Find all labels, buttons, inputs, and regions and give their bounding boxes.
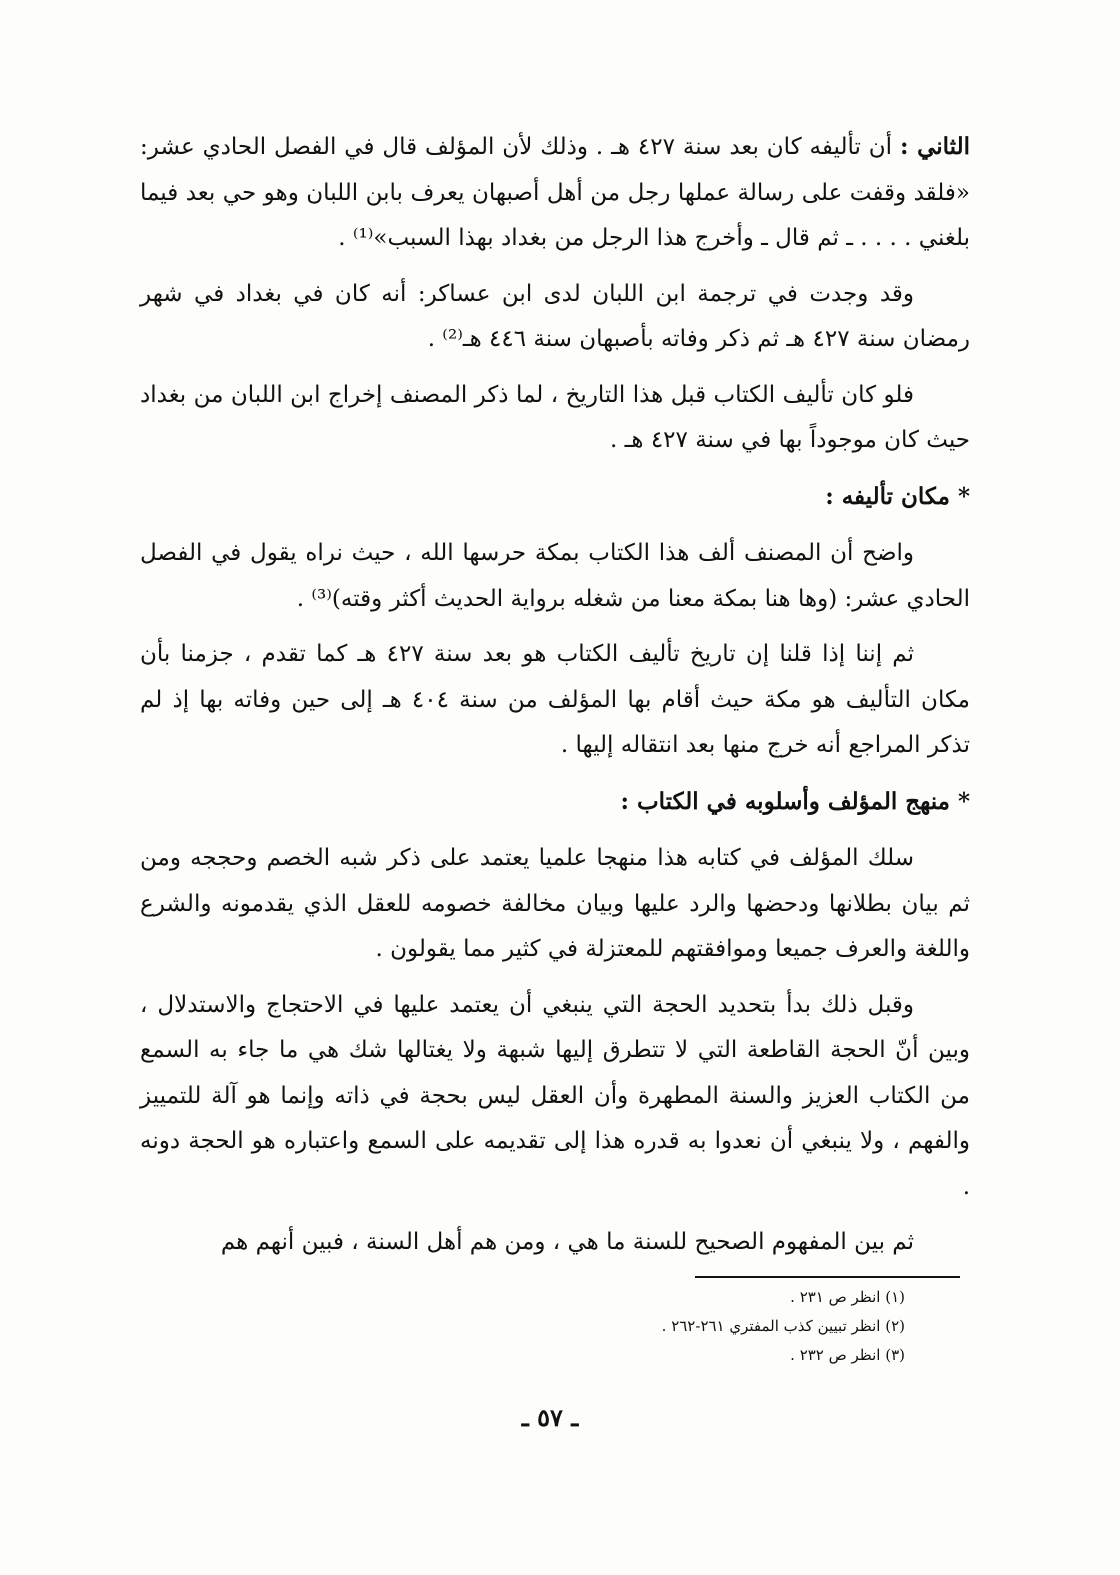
paragraph-2: وقد وجدت في ترجمة ابن اللبان لدى ابن عساكر: أنه كان في بغداد في شهر رمضان سنة ٤٢٧ هـ ثم ذكر وفاته بأصبهان سنة ٤٤٦ هـ⁽²⁾ . [140,280,970,352]
paragraph-7: وقبل ذلك بدأ بتحديد الحجة التي ينبغي أن يعتمد عليها في الاحتجاج والاستدلال ، وبين أنّ الحجة القاطعة التي لا تتطرق إليها شبهة ولا يغتالها شك هي ما جاء به السمع من الكتاب العزيز والسنة المطهرة وأن العقل ليس بحجة في ذاته وإنما هو آلة للتمييز والفهم ، ولا ينبغي أن نعدوا به قدره هذا إلى تقديمه على السمع واعتباره هو الحجة دونه . [140,991,970,1200]
paragraph-1 [140,124,970,262]
footnotes [485,1283,905,1370]
paragraph-8: ثم بين المفهوم الصحيح للسنة ما هي ، ومن هم أهل السنة ، فبين أنهم هم [220,1229,914,1255]
footnote-1: (١) انظر ص ٢٣١ . [790,1288,905,1306]
main-text [140,124,970,1276]
paragraph-1-text: أن تأليفه كان بعد سنة ٤٢٧ هـ . وذلك لأن المؤلف قال في الفصل الحادي عشر: «فلقد وقفت على رسالة عملها رجل من أهل أصبهان يعرف بابن اللبان وهو حي بعد فيما بلغني . . . . ـ ثم قال ـ وأخرج هذا الرجل من بغداد بهذا السبب»⁽¹⁾ . [140,134,970,251]
paragraph-4: واضح أن المصنف ألف هذا الكتاب بمكة حرسها الله ، حيث نراه يقول في الفصل الحادي عشر: (وها هنا بمكة معنا من شغله برواية الحديث أكثر وقته)⁽³⁾ . [140,540,970,612]
section-heading-method: * منهج المؤلف وأسلوبه في الكتاب : [620,787,970,815]
paragraph-5: ثم إننا إذا قلنا إن تاريخ تأليف الكتاب هو بعد سنة ٤٢٧ هـ كما تقدم ، جزمنا بأن مكان التأليف هو مكة حيث أقام بها المؤلف من سنة ٤٠٤ هـ إلى حين وفاته بها إذ لم تذكر المراجع أنه خرج منها بعد انتقاله إليها . [140,641,970,758]
page-number: ـ ٥٧ ـ [521,1403,579,1432]
section-heading-place: * مكان تأليفه : [825,482,970,510]
footnote-3: (٣) انظر ص ٢٣٢ . [790,1346,905,1364]
paragraph-6: سلك المؤلف في كتابه هذا منهجا علميا يعتمد على ذكر شبه الخصم وحججه ومن ثم بيان بطلانها ودحضها والرد عليها وبيان مخالفة خصومه للعقل الذي يقدمونه والشرع واللغة والعرف جميعا وموافقتهم للمعتزلة في كثير مما يقولون . [140,845,970,962]
paragraph-lead: الثاني : [899,133,970,160]
footnote-divider [695,1276,960,1278]
footnote-2: (٢) انظر تبيين كذب المفتري ٢٦١-٢٦٢ . [661,1317,905,1335]
paragraph-3: فلو كان تأليف الكتاب قبل هذا التاريخ ، لما ذكر المصنف إخراج ابن اللبان من بغداد حيث كان موجوداً بها في سنة ٤٢٧ هـ . [140,381,970,453]
